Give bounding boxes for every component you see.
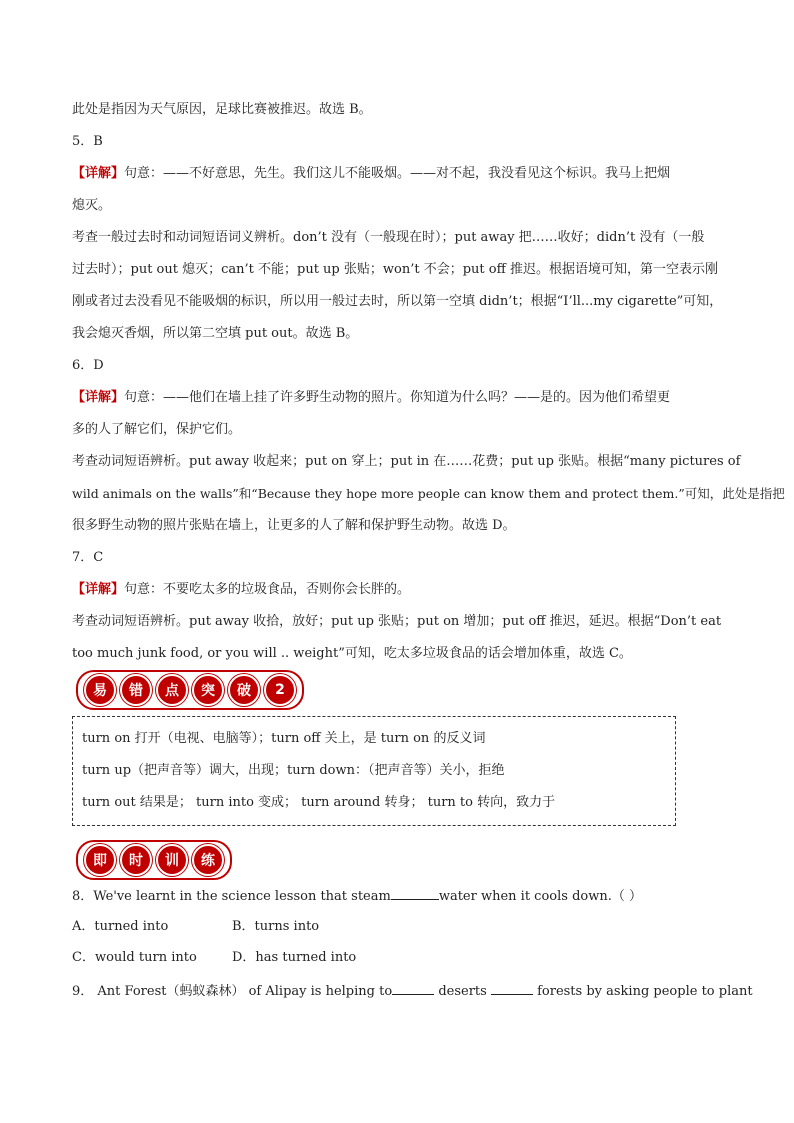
- q5-exp-1: 考查一般过去时和动词短语词义辨析。don’t 没有（一般现在时）；put away 把……收好；didn’t 没有（一般: [72, 230, 705, 245]
- detail-text: 句意：——不好意思，先生。我们这儿不能吸烟。——对不起，我没看见这个标识。我马上把烟: [124, 166, 671, 181]
- stem-text: 9． Ant Forest（蚂蚁森林） of Alipay is helping to: [72, 984, 393, 999]
- notes-line: turn out 结果是； turn into 变成； turn around 转身； turn to 转向，致力于: [82, 795, 556, 810]
- q9-stem: [72, 980, 753, 1002]
- banner-char: 2: [264, 674, 296, 706]
- option-d[interactable]: D．has turned into: [232, 950, 357, 965]
- notes-line: turn up（把声音等）调大，出现；turn down：（把声音等）关小，拒绝: [82, 763, 505, 778]
- q5-exp-2: 过去时）；put out 熄灭；can’t 不能；put up 张贴；won’t 不会；put off 推迟。根据语境可知，第一空表示刚: [72, 262, 718, 277]
- answer-blank[interactable]: [392, 980, 434, 995]
- q8-stem: [72, 885, 642, 907]
- phrase-notes-box: [72, 716, 676, 826]
- q6-detail-2: 多的人了解它们，保护它们。: [72, 422, 242, 437]
- section-banner-practice: [76, 840, 232, 880]
- detail-text: 句意：——他们在墙上挂了许多野生动物的照片。你知道为什么吗？——是的。因为他们希望更: [124, 390, 671, 405]
- q6-exp-2: wild animals on the walls”和“Because they hope more people can know them and protect them.”可知，此处是指把: [72, 486, 785, 501]
- q5-detail-2: 熄灭。: [72, 198, 112, 213]
- answer-blank[interactable]: [391, 885, 439, 900]
- detail-text: 句意：不要吃太多的垃圾食品，否则你会长胖的。: [124, 582, 411, 597]
- stem-text: deserts: [438, 984, 487, 999]
- banner-char: 即: [84, 844, 116, 876]
- intro-tail: 此处是指因为天气原因，足球比赛被推迟。故选 B。: [72, 102, 372, 117]
- answer-blank[interactable]: [491, 980, 533, 995]
- banner-char: 易: [84, 674, 116, 706]
- notes-line: turn on 打开（电视、电脑等）；turn off 关上，是 turn on 的反义词: [82, 731, 486, 746]
- detail-tag: 【详解】: [72, 390, 125, 405]
- q7-exp-1: 考查动词短语辨析。put away 收拾，放好；put up 张贴；put on 增加；put off 推迟，延迟。根据“Don’t eat: [72, 614, 722, 629]
- banner-char: 训: [156, 844, 188, 876]
- detail-tag: 【详解】: [72, 166, 125, 181]
- option-a[interactable]: A．turned into: [72, 919, 169, 934]
- q6-answer: 6．D: [72, 358, 104, 373]
- q5-detail-line: [72, 164, 670, 184]
- banner-char: 时: [120, 844, 152, 876]
- q7-detail-line: [72, 580, 410, 600]
- q6-exp-1: 考查动词短语辨析。put away 收起来；put on 穿上；put in 在……花费；put up 张贴。根据“many pictures of: [72, 454, 741, 469]
- q6-detail-line: [72, 388, 670, 408]
- detail-tag: 【详解】: [72, 582, 125, 597]
- q5-answer: 5．B: [72, 134, 103, 149]
- banner-char: 错: [120, 674, 152, 706]
- stem-text: forests by asking people to plant: [537, 984, 753, 999]
- banner-char: 突: [192, 674, 224, 706]
- q7-exp-2: too much junk food, or you will .. weight”可知，吃太多垃圾食品的话会增加体重，故选 C。: [72, 646, 632, 661]
- q6-exp-3: 很多野生动物的照片张贴在墙上，让更多的人了解和保护野生动物。故选 D。: [72, 518, 516, 533]
- q5-exp-4: 我会熄灭香烟，所以第二空填 put out。故选 B。: [72, 326, 359, 341]
- stem-text: water when it cools down.（ ）: [438, 889, 642, 904]
- q5-exp-3: 刚或者过去没看见不能吸烟的标识，所以用一般过去时，所以第一空填 didn’t；根据“I’ll...my cigarette”可知，: [72, 294, 723, 309]
- banner-char: 练: [192, 844, 224, 876]
- option-c[interactable]: C．would turn into: [72, 950, 197, 965]
- q7-answer: 7．C: [72, 550, 104, 565]
- banner-char: 点: [156, 674, 188, 706]
- section-banner-common-errors: [76, 670, 304, 710]
- banner-char: 破: [228, 674, 260, 706]
- option-b[interactable]: B．turns into: [232, 919, 320, 934]
- stem-text: 8．We've learnt in the science lesson that steam: [72, 889, 391, 904]
